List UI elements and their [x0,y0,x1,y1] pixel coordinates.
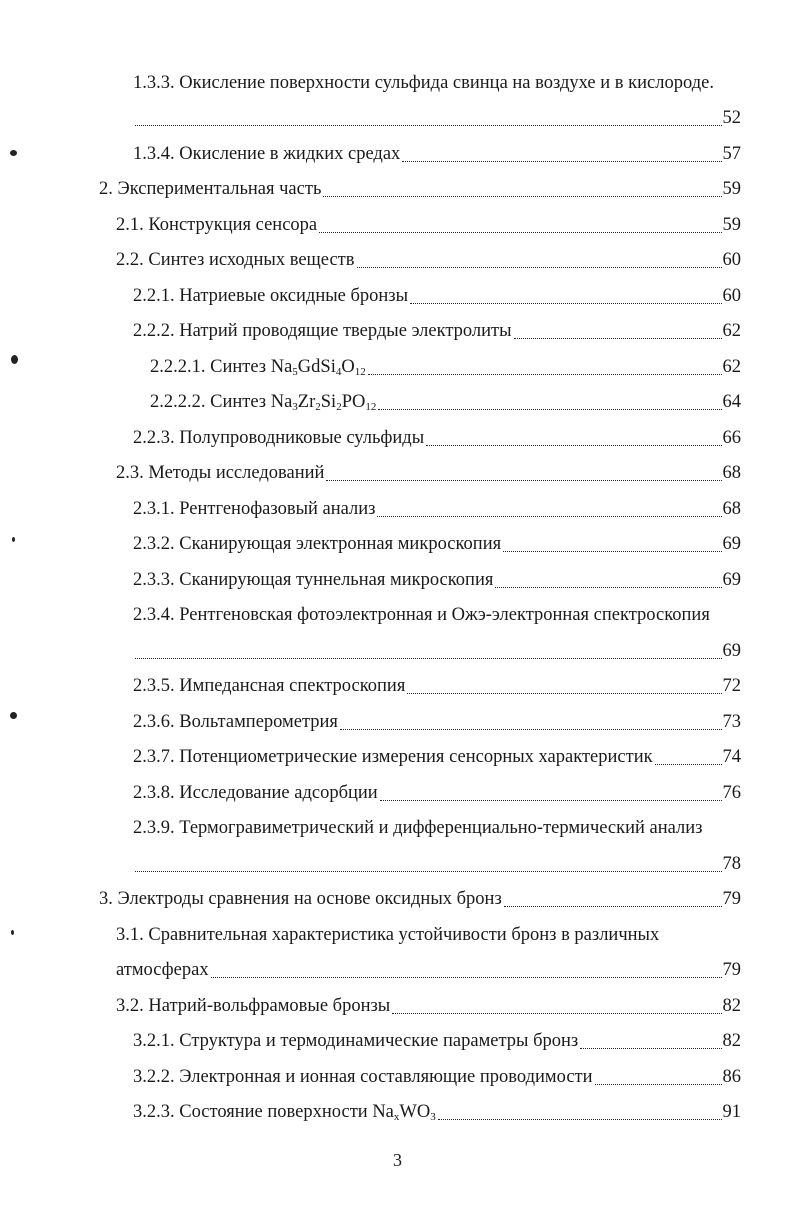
toc-page-number: 79 [722,960,741,980]
toc-entry-title: 3. Электроды сравнения на основе оксидных бронз [99,889,502,909]
toc-page-number: 82 [722,996,741,1016]
leader-dots [135,125,722,126]
toc-entry-title: 3.2. Натрий-вольфрамовые бронзы [116,996,391,1016]
toc-entry-title: 3.2.2. Электронная и ионная составляющие проводимости [133,1067,593,1087]
toc-entry[interactable] [133,744,741,770]
toc-entry[interactable] [150,389,741,415]
toc-entry-title: 2.3.2. Сканирующая электронная микроскопия [133,534,502,554]
toc-entry[interactable] [133,496,741,522]
leader-dots [495,587,721,588]
toc-entry-continuation[interactable] [116,957,741,983]
toc-entry-title: 2.1. Конструкция сенсора [116,215,318,235]
leader-dots [655,764,722,765]
toc-entry[interactable] [99,886,741,912]
leader-dots [340,729,722,730]
toc-entry[interactable] [133,709,741,735]
toc-entry-title: 2.3.9. Термогравиметрический и дифференциально-термический анализ [133,818,703,838]
leader-dots [407,693,721,694]
leader-dots [368,374,722,375]
toc-entry-title: 2.2.2. Натрий проводящие твердые электролиты [133,321,512,341]
leader-dots [410,303,721,304]
toc-page-number: 76 [722,783,741,803]
leader-dots [595,1084,722,1085]
toc-entry-title: атмосферах [116,960,209,980]
leader-dots [377,516,721,517]
scan-speck [12,537,15,542]
toc-entry[interactable] [133,141,741,167]
leader-dots [211,977,722,978]
toc-entry-continuation[interactable] [133,851,741,877]
toc-entry[interactable] [133,318,741,344]
toc-entry-continuation[interactable] [133,105,741,131]
toc-entry[interactable] [133,425,741,451]
leader-dots [438,1119,722,1120]
toc-entry[interactable] [99,176,741,202]
toc-entry[interactable] [133,283,741,309]
toc-entry[interactable] [133,1064,741,1090]
toc-entry-title: 3.2.3. Состояние поверхности $Na_xWO_3$ [133,1102,436,1123]
leader-dots [323,196,721,197]
toc-entry[interactable] [133,780,741,806]
leader-dots [326,480,721,481]
scan-speck [10,150,17,156]
toc-page-number: 66 [722,428,741,448]
toc-page-number: 82 [722,1031,741,1051]
toc-entry-title: 2.2.2.1. Синтез $Na_5GdSi_4O_{12}$ [150,357,366,378]
leader-dots [580,1048,721,1049]
toc-page-number: 64 [722,392,741,412]
scan-speck [11,355,18,364]
leader-dots [380,800,722,801]
toc-entry-title: 2.3.7. Потенциометрические измерения сенсорных характеристик [133,747,653,767]
toc-page-number: 60 [722,286,741,306]
leader-dots [135,658,722,659]
leader-dots [357,267,722,268]
toc-entry[interactable] [133,70,751,96]
toc-page-number: 86 [722,1067,741,1087]
toc-entry-title: 2.3.4. Рентгеновская фотоэлектронная и Ожэ-электронная спектроскопия [133,605,710,625]
toc-page-number: 59 [722,215,741,235]
toc-entry[interactable] [133,815,733,841]
toc-entry-title: 2.3.1. Рентгенофазовый анализ [133,499,376,519]
toc-page-number: 62 [722,357,741,377]
toc-page-number: 69 [722,641,741,661]
toc-entry[interactable] [150,354,741,380]
toc-page-number: 68 [722,499,741,519]
leader-dots [392,1013,721,1014]
toc-page-number: 79 [722,889,741,909]
toc-page-number: 52 [722,108,741,128]
toc-page-number: 68 [722,463,741,483]
toc-page-number: 73 [722,712,741,732]
toc-entry-title: 2.3.5. Импедансная спектроскопия [133,676,406,696]
toc-page-number: 69 [722,534,741,554]
toc-entry-title: 3.1. Сравнительная характеристика устойчивости бронз в различных [116,925,660,945]
toc-page-number: 72 [722,676,741,696]
toc-page-number: 62 [722,321,741,341]
page-number: 3 [393,1150,402,1170]
toc-entry[interactable] [133,1099,741,1125]
toc-page-number: 69 [722,570,741,590]
toc-page-number: 74 [722,747,741,767]
toc-page-number: 60 [722,250,741,270]
leader-dots [504,906,722,907]
toc-entry-title: 2. Экспериментальная часть [99,179,322,199]
toc-entry-title: 2.2. Синтез исходных веществ [116,250,355,270]
toc-entry[interactable] [133,673,741,699]
toc-entry[interactable] [133,567,741,593]
leader-dots [426,445,721,446]
toc-entry-title: 2.2.1. Натриевые оксидные бронзы [133,286,409,306]
toc-entry-title: 2.3.3. Сканирующая туннельная микроскопия [133,570,494,590]
scan-speck [10,712,17,719]
toc-entry-title: 2.2.3. Полупроводниковые сульфиды [133,428,425,448]
toc-page-number: 59 [722,179,741,199]
toc-page-number: 78 [722,854,741,874]
toc-entry-title: 2.3.8. Исследование адсорбции [133,783,378,803]
leader-dots [402,161,721,162]
leader-dots [378,409,721,410]
toc-entry[interactable] [116,922,695,948]
toc-page-number: 91 [722,1102,741,1122]
toc-entry[interactable] [133,531,741,557]
toc-entry-continuation[interactable] [133,638,741,664]
toc-entry[interactable] [133,1028,741,1054]
toc-entry-title: 1.3.3. Окисление поверхности сульфида свинца на воздухе и в кислороде. [133,73,714,93]
toc-entry-title: 1.3.4. Окисление в жидких средах [133,144,401,164]
leader-dots [135,871,722,872]
leader-dots [514,338,722,339]
toc-entry-title: 2.3. Методы исследований [116,463,325,483]
leader-dots [319,232,721,233]
toc-entry[interactable] [116,460,741,486]
toc-entry-title: 2.3.6. Вольтамперометрия [133,712,338,732]
toc-entry[interactable] [133,602,737,628]
toc-entry[interactable] [116,247,741,273]
toc-entry-title: 2.2.2.2. Синтез $Na_3Zr_2Si_2PO_{12}$ [150,392,377,413]
toc-entry[interactable] [116,212,741,238]
scan-speck [11,930,14,935]
toc-entry-title: 3.2.1. Структура и термодинамические параметры бронз [133,1031,579,1051]
toc-page-number: 57 [722,144,741,164]
toc-entry[interactable] [116,993,741,1019]
leader-dots [503,551,721,552]
